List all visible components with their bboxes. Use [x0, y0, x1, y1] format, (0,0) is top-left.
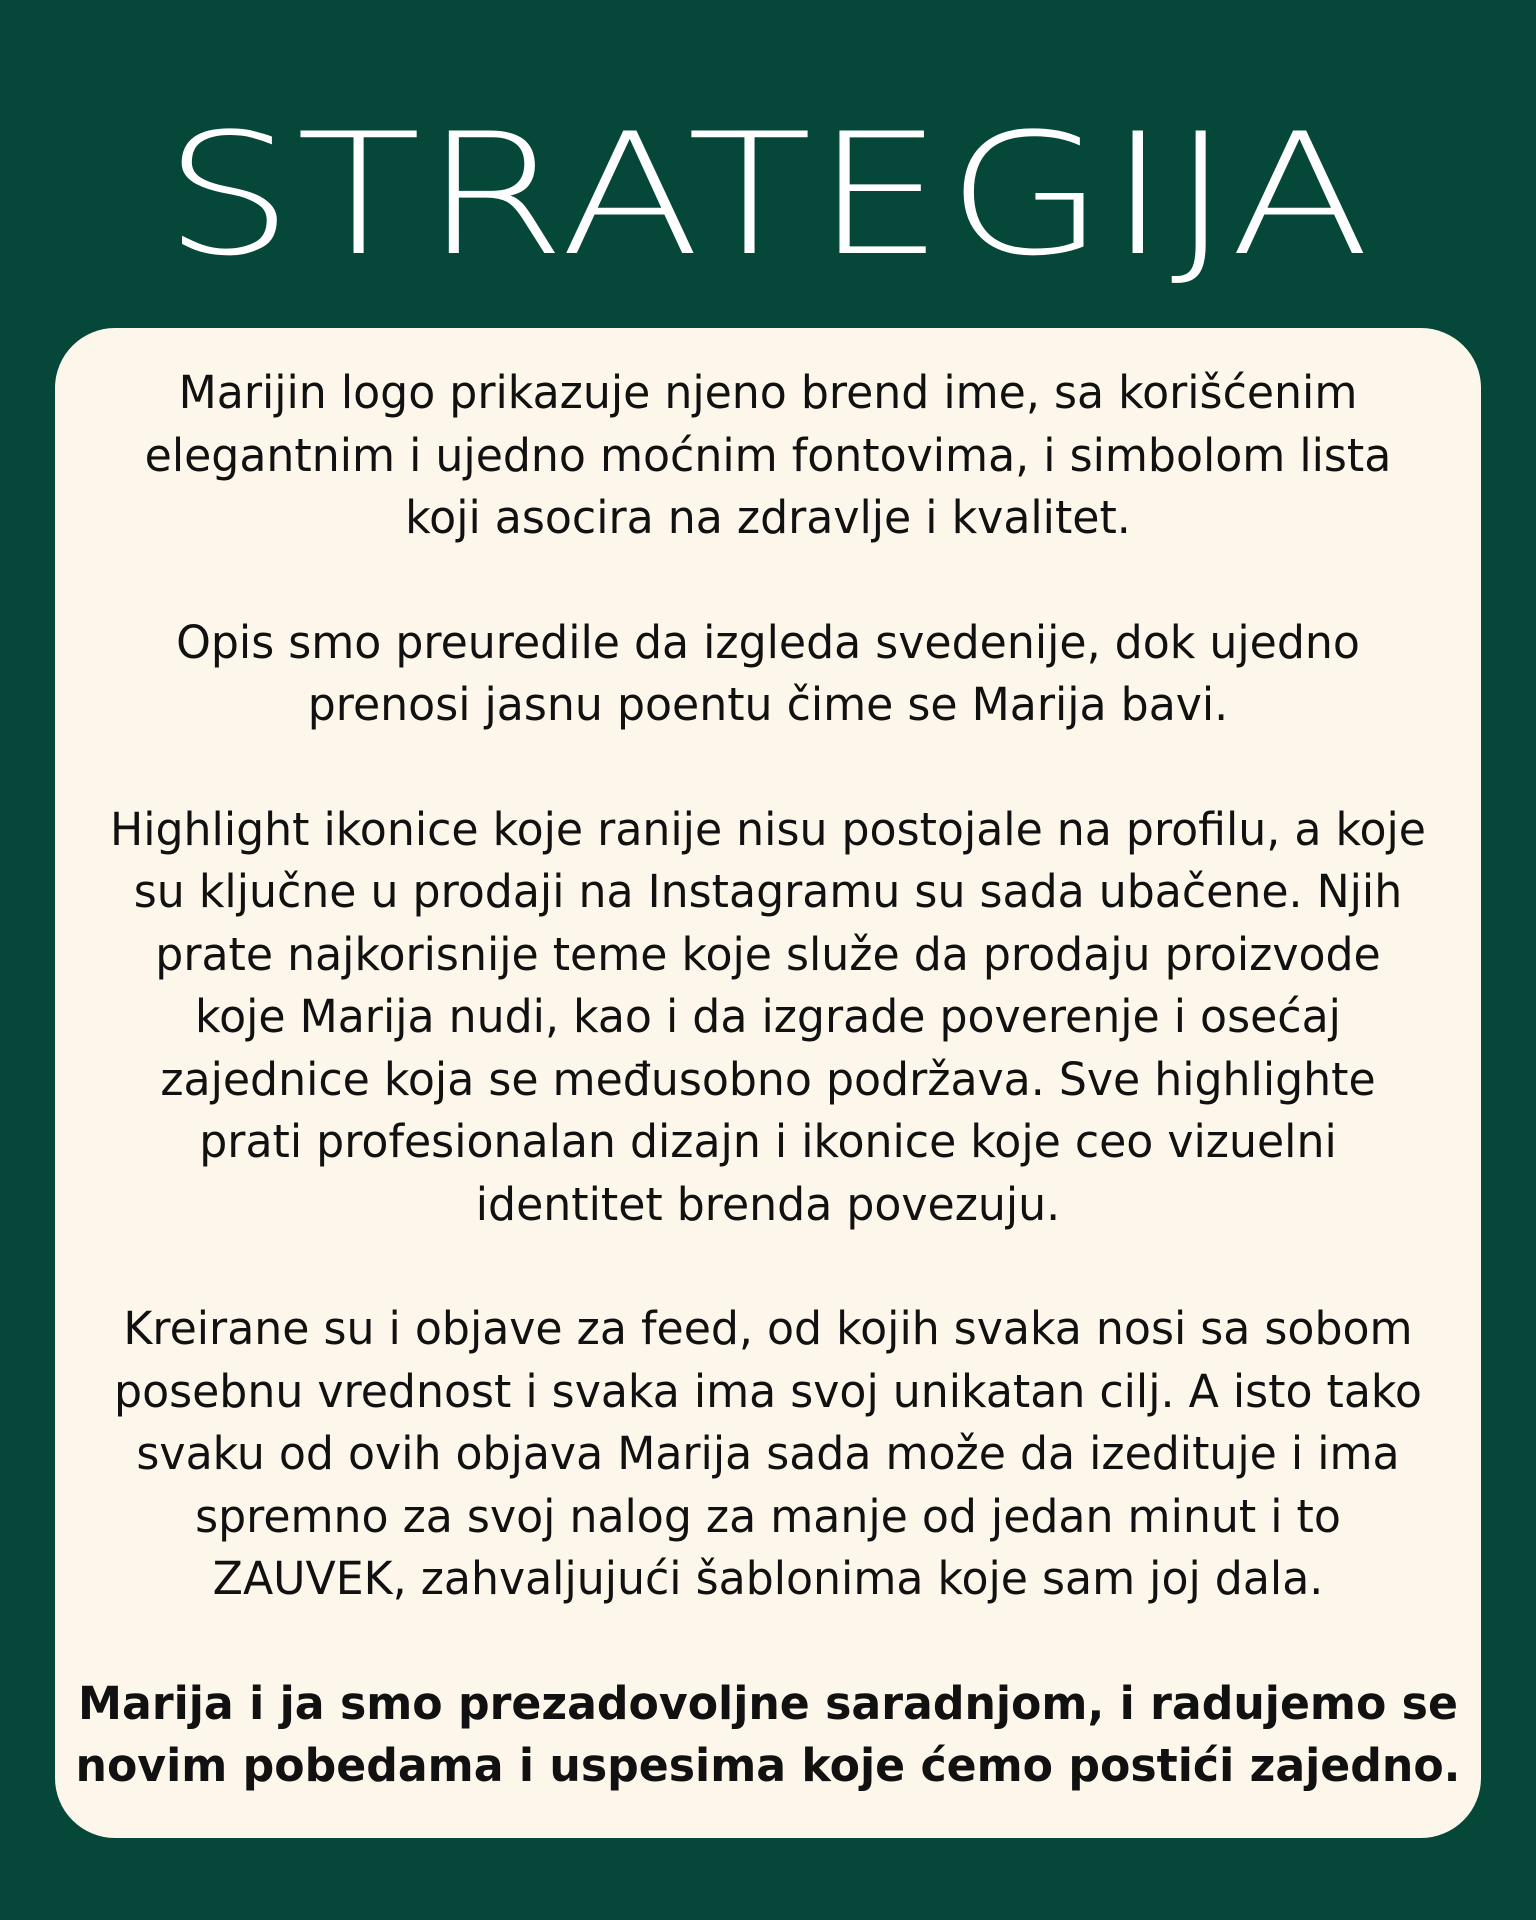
text-line: zajednice koja se međusobno podržava. Sve highlighte: [160, 1052, 1376, 1106]
text-line: koji asocira na zdravlje i kvalitet.: [405, 491, 1131, 544]
text-line: ZAUVEK, zahvaljujući šablonima koje sam joj dala.: [212, 1552, 1324, 1605]
text-line: prati profesionalan dizajn i ikonice koje ceo vizuelni: [199, 1115, 1337, 1168]
text-line: Opis smo preuredile da izgleda svedenije, dok ujedno: [176, 615, 1360, 669]
text-line: prate najkorisnije teme koje služe da prodaju proizvode: [155, 927, 1381, 981]
text-line: posebnu vrednost i svaka ima svoj unikatan cilj. A isto tako: [114, 1364, 1422, 1418]
paragraph-description: [55, 612, 1481, 737]
card-text: [55, 362, 1481, 1798]
text-line: novim pobedama i uspesima koje ćemo postići zajedno.: [75, 1739, 1461, 1792]
text-line: Kreirane su i objave za feed, od kojih svaka nosi sa sobom: [123, 1302, 1413, 1355]
page-title: STRATEGIJA: [163, 97, 1373, 293]
paragraph-highlights: [55, 799, 1481, 1237]
text-line: svaku od ovih objava Marija sada može da izedituje i ima: [136, 1427, 1400, 1480]
text-line: spremno za svoj nalog za manje od jedan minut i to: [195, 1489, 1341, 1543]
text-line: Marijin logo prikazuje njeno brend ime, sa korišćenim: [178, 366, 1358, 419]
text-line: Marija i ja smo prezadovoljne saradnjom, i radujemo se: [78, 1676, 1458, 1730]
text-line: prenosi jasnu poentu čime se Marija bavi.: [307, 678, 1229, 731]
paragraph-closing: [55, 1673, 1481, 1798]
text-line: identitet brenda povezuju.: [475, 1177, 1061, 1231]
content-card: [55, 328, 1481, 1838]
paragraph-logo: [55, 362, 1481, 550]
text-line: elegantnim i ujedno moćnim fontovima, i simbolom lista: [144, 428, 1392, 482]
text-line: su ključne u prodaji na Instagramu su sada ubačene. Njih: [133, 865, 1403, 918]
paragraph-feed: [55, 1298, 1481, 1611]
text-line: Highlight ikonice koje ranije nisu postojale na profilu, a koje: [110, 802, 1426, 856]
text-line: koje Marija nudi, kao i da izgrade poverenje i osećaj: [195, 990, 1341, 1043]
